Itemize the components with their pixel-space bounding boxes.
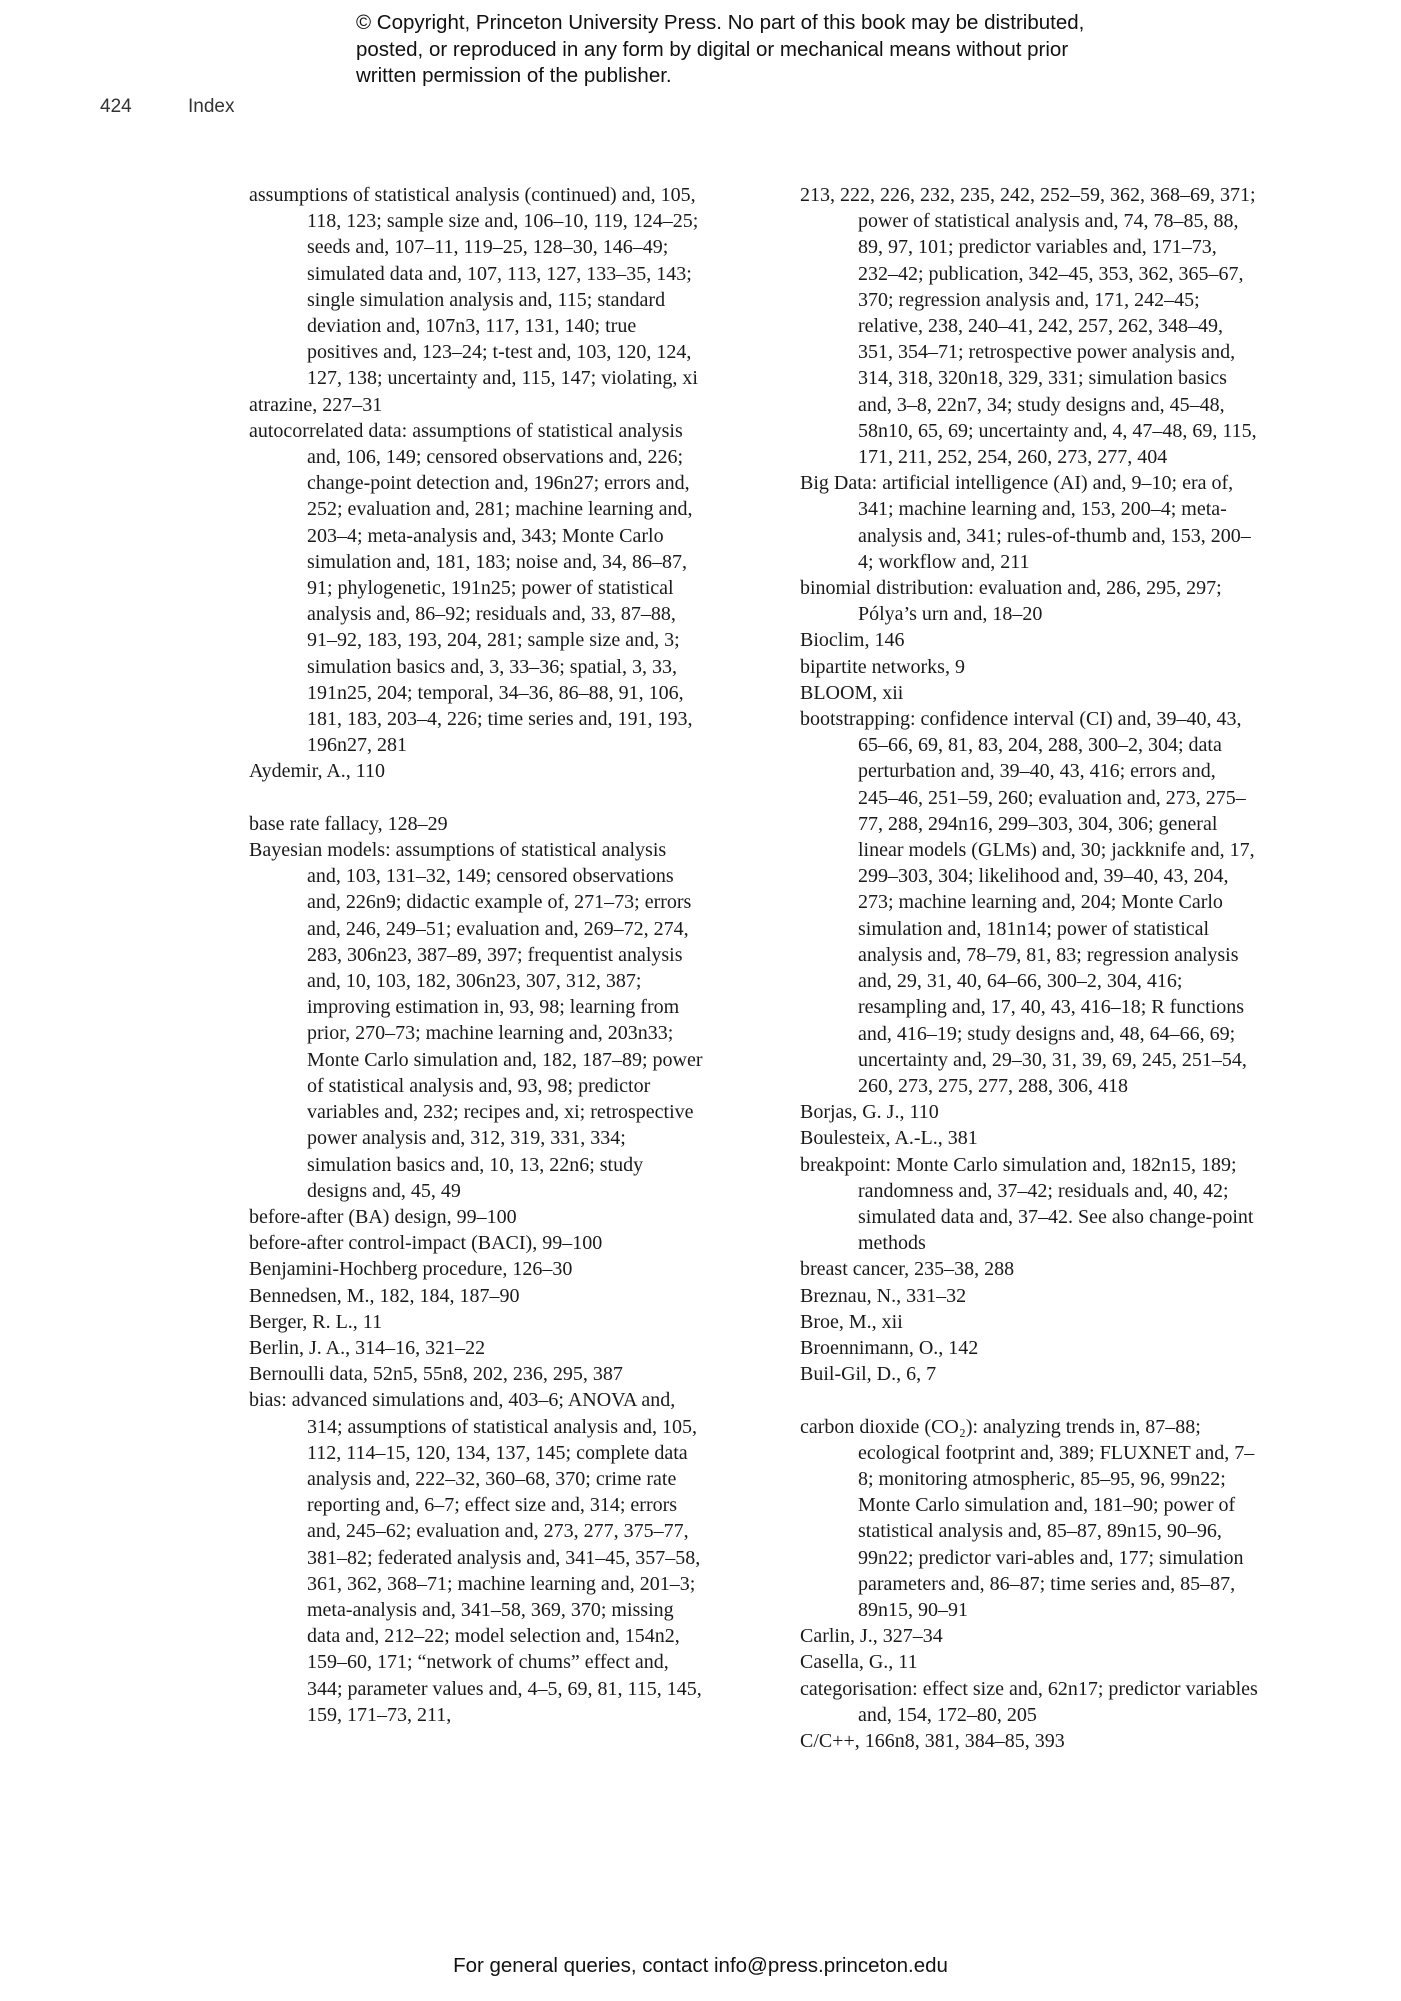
index-entry: bipartite networks, 9 — [800, 655, 965, 678]
index-entry: Berlin, J. A., 314–16, 321–22 — [249, 1336, 486, 1359]
index-entry: before-after control-impact (BACI), 99–100 — [249, 1232, 603, 1255]
index-entry: Boulesteix, A.-L., 381 — [800, 1127, 978, 1150]
copyright-notice: © Copyright, Princeton University Press. No part of this book may be distributed, posted, or reproduced in any form by digital or mechanical means without prior written permission of the publisher. — [356, 11, 1085, 87]
index-entry: breast cancer, 235–38, 288 — [800, 1258, 1015, 1281]
index-entry: Casella, G., 11 — [800, 1651, 918, 1674]
index-entry: Big Data: artificial intelligence (AI) and, 9–10; era of, 341; machine learning and, 153, 200–4; meta-analysis and, 341; rules-of-thumb and, 153, 200–4; workflow and, 211 — [800, 472, 1251, 573]
index-entry: Bernoulli data, 52n5, 55n8, 202, 236, 295, 387 — [249, 1363, 623, 1386]
index-entry: Broe, M., xii — [800, 1310, 903, 1333]
index-entry: bootstrapping: confidence interval (CI) and, 39–40, 43, 65–66, 69, 81, 83, 204, 288, 300–2, 304; data perturbation and, 39–40, 43, 416; errors and, 245–46, 251–59, 260; evaluation and, 273, 275–77, 288, 294n16, 299–303, 304, 306; general linear models (GLMs) and, 30; jackknife and, 17, 299–303, 304; likelihood and, 39–40, 43, 204, 273; machine learning and, 204; Monte Carlo simulation and, 181n14; power of statistical analysis and, 78–79, 81, 83; regression analysis and, 29, 31, 40, 64–66, 300–2, 304, 416; resampling and, 17, 40, 43, 416–18; R functions and, 416–19; study designs and, 48, 64–66, 69; uncertainty and, 29–30, 31, 39, 69, 245, 251–54, 260, 273, 275, 277, 288, 306, 418 — [800, 708, 1255, 1097]
section-gap — [249, 785, 704, 811]
index-entry: bias: advanced simulations and, 403–6; ANOVA and, 314; assumptions of statistical analysis and, 105, 112, 114–15, 120, 134, 137, 145; complete data analysis and, 222–32, 360–68, 370; crime rate reporting and, 6–7; effect size and, 314; errors and, 245–62; evaluation and, 273, 277, 375–77, 381–82; federated analysis and, 341–45, 357–58, 361, 362, 368–71; machine learning and, 201–3; meta-analysis and, 341–58, 369, 370; missing data and, 212–22; model selection and, 154n2, 159–60, 171; “network of chums” effect and, 344; parameter values and, 4–5, 69, 81, 115, 145, 159, 171–73, 211, — [249, 1389, 702, 1726]
index-entry: Aydemir, A., 110 — [249, 760, 386, 783]
index-entry: before-after (BA) design, 99–100 — [249, 1205, 517, 1228]
index-entry: atrazine, 227–31 — [249, 393, 383, 416]
index-entry: Berger, R. L., 11 — [249, 1310, 383, 1333]
index-column-left — [249, 182, 704, 1728]
index-entry: C/C++, 166n8, 381, 384–85, 393 — [800, 1729, 1065, 1752]
index-entry: Bioclim, 146 — [800, 629, 905, 652]
contact-footer: For general queries, contact info@press.princeton.edu — [453, 1954, 948, 1977]
index-entry: BLOOM, xii — [800, 681, 904, 704]
section-gap — [800, 1387, 1260, 1413]
index-entry: Carlin, J., 327–34 — [800, 1625, 943, 1648]
index-entry: autocorrelated data: assumptions of statistical analysis and, 106, 149; censored observations and, 226; change-point detection and, 196n27; errors and, 252; evaluation and, 281; machine learning and, 203–4; meta-analysis and, 343; Monte Carlo simulation and, 181, 183; noise and, 34, 86–87, 91; phylogenetic, 191n25; power of statistical analysis and, 86–92; residuals and, 33, 87–88, 91–92, 183, 193, 204, 281; sample size and, 3; simulation basics and, 3, 33–36; spatial, 3, 33, 191n25, 204; temporal, 34–36, 86–88, 91, 106, 181, 183, 203–4, 226; time series and, 191, 193, 196n27, 281 — [249, 419, 693, 757]
running-head-title: Index — [188, 96, 235, 117]
index-entry: Breznau, N., 331–32 — [800, 1284, 967, 1307]
index-entry: base rate fallacy, 128–29 — [249, 812, 448, 835]
index-entry: assumptions of statistical analysis (continued) and, 105, 118, 123; sample size and, 106–10, 119, 124–25; seeds and, 107–11, 119–25, 128–30, 146–49; simulated data and, 107, 113, 127, 133–35, 143; single simulation analysis and, 115; standard deviation and, 107n3, 117, 131, 140; true positives and, 123–24; t-test and, 103, 120, 124, 127, 138; uncertainty and, 115, 147; violating, xi — [249, 184, 699, 390]
index-column-right — [800, 182, 1260, 1754]
index-entry: 213, 222, 226, 232, 235, 242, 252–59, 362, 368–69, 371; power of statistical analysis and, 74, 78–85, 88, 89, 97, 101; predictor variables and, 171–73, 232–42; publication, 342–45, 353, 362, 365–67, 370; regression analysis and, 171, 242–45; relative, 238, 240–41, 242, 257, 262, 348–49, 351, 354–71; retrospective power analysis and, 314, 318, 320n18, 329, 331; simulation basics and, 3–8, 22n7, 34; study designs and, 45–48, 58n10, 65, 69; uncertainty and, 4, 47–48, 69, 115, 171, 211, 252, 254, 260, 273, 277, 404 — [800, 184, 1257, 469]
index-entry: Broennimann, O., 142 — [800, 1336, 979, 1359]
page-number: 424 — [100, 96, 132, 117]
index-entry: Buil-Gil, D., 6, 7 — [800, 1363, 937, 1386]
index-entry: categorisation: effect size and, 62n17; predictor variables and, 154, 172–80, 205 — [800, 1677, 1258, 1726]
index-entry: Borjas, G. J., 110 — [800, 1101, 939, 1124]
index-entry: Bennedsen, M., 182, 184, 187–90 — [249, 1284, 520, 1307]
index-entry: carbon dioxide (CO₂): analyzing trends in, 87–88; ecological footprint and, 389; FLUXNET and, 7–8; monitoring atmospheric, 85–95, 96, 99n22; Monte Carlo simulation and, 181–90; power of statistical analysis and, 85–87, 89n15, 90–96, 99n22; predictor vari-ables and, 177; simulation parameters and, 86–87; time series and, 85–87, 89n15, 90–91 — [800, 1415, 1255, 1621]
index-entry: Bayesian models: assumptions of statistical analysis and, 103, 131–32, 149; censored observations and, 226n9; didactic example of, 271–73; errors and, 246, 249–51; evaluation and, 269–72, 274, 283, 306n23, 387–89, 397; frequentist analysis and, 10, 103, 182, 306n23, 307, 312, 387; improving estimation in, 93, 98; learning from prior, 270–73; machine learning and, 203n33; Monte Carlo simulation and, 182, 187–89; power of statistical analysis and, 93, 98; predictor variables and, 232; recipes and, xi; retrospective power analysis and, 312, 319, 331, 334; simulation basics and, 10, 13, 22n6; study designs and, 45, 49 — [249, 839, 703, 1202]
index-entry: binomial distribution: evaluation and, 286, 295, 297; Pólya’s urn and, 18–20 — [800, 577, 1222, 626]
index-entry: Benjamini-Hochberg procedure, 126–30 — [249, 1258, 573, 1281]
index-entry: breakpoint: Monte Carlo simulation and, 182n15, 189; randomness and, 37–42; residuals and, 40, 42; simulated data and, 37–42. See also change-point methods — [800, 1153, 1254, 1255]
